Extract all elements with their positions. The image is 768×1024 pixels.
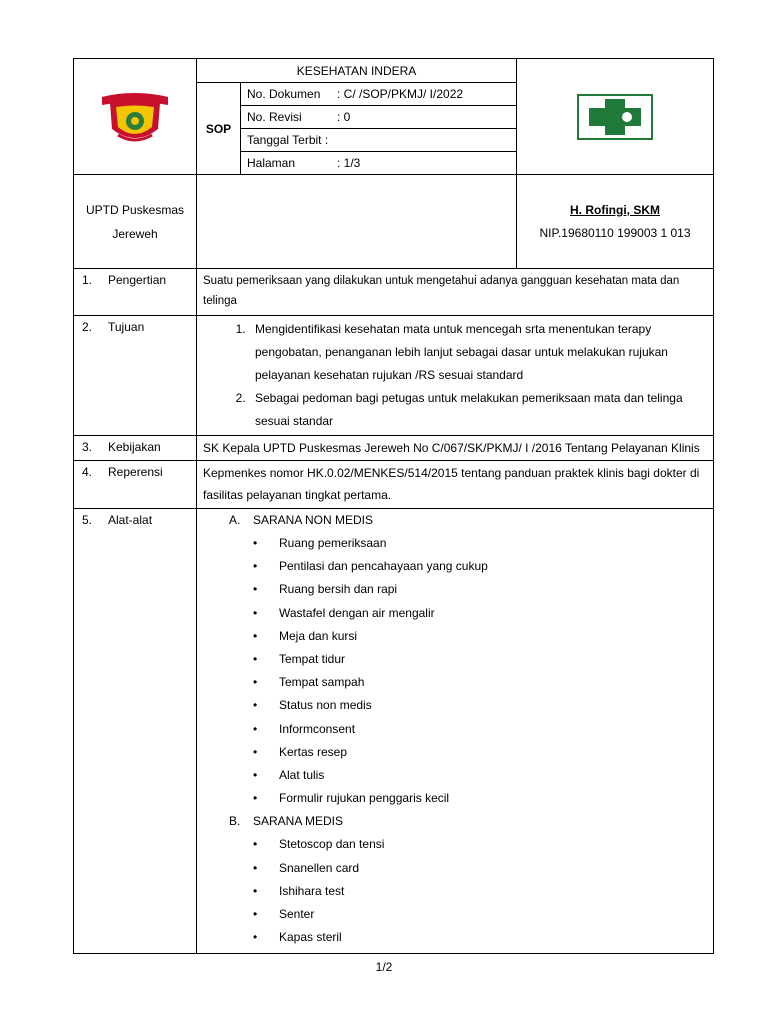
- equipment-item: [203, 671, 707, 694]
- equipment-item: [203, 787, 707, 810]
- bullet-icon: •: [253, 930, 258, 945]
- equipment-item: [203, 857, 707, 880]
- equipment-item-label: Ishihara test: [279, 883, 345, 898]
- pengertian-text: Suatu pemeriksaan yang dilakukan untuk mengetahui adanya gangguan kesehatan mata dan telinga: [197, 269, 714, 316]
- sop-label: SOP: [197, 83, 241, 175]
- equipment-item-label: Tempat sampah: [279, 675, 365, 690]
- header-table: [73, 58, 714, 269]
- equipment-item: [203, 926, 707, 949]
- bullet-icon: •: [253, 744, 258, 759]
- equipment-item-label: Ruang bersih dan rapi: [279, 582, 398, 597]
- equipment-item-label: Alat tulis: [279, 768, 325, 783]
- equipment-item-label: Pentilasi dan pencahayaan yang cukup: [279, 559, 488, 574]
- equipment-item-label: Tempat tidur: [279, 652, 346, 667]
- group-heading-medis: B. SARANA MEDIS: [229, 814, 344, 829]
- tujuan-list: [203, 318, 707, 433]
- equipment-item: [203, 833, 707, 856]
- equipment-item-label: Snanellen card: [279, 860, 360, 875]
- equipment-item: [203, 555, 707, 578]
- signer-cell: [517, 175, 714, 269]
- section-label-reperensi: 4. Reperensi: [74, 461, 197, 509]
- signer-name: H. Rofingi, SKM: [570, 202, 661, 217]
- equipment-item: [203, 741, 707, 764]
- field-no-revisi: No. Revisi : 0: [241, 106, 517, 129]
- sop-title: KESEHATAN INDERA: [197, 59, 517, 83]
- equipment-item-label: Status non medis: [279, 698, 372, 713]
- bullet-icon: •: [253, 721, 258, 736]
- bullet-icon: •: [253, 536, 258, 550]
- section-label-tujuan: 2. Tujuan: [74, 316, 197, 436]
- field-no-dokumen: No. Dokumen : C/ /SOP/PKMJ/ I/2022: [241, 83, 517, 106]
- equipment-item: [203, 718, 707, 741]
- equipment-item: [203, 648, 707, 671]
- bullet-icon: •: [253, 907, 258, 922]
- bullet-icon: •: [253, 860, 258, 875]
- bullet-icon: •: [253, 652, 258, 667]
- equipment-item: [203, 602, 707, 625]
- equipment-item: [203, 764, 707, 787]
- right-logo-cell: [517, 59, 714, 175]
- org-name-line2: Jereweh: [112, 226, 158, 241]
- equipment-item: [203, 532, 707, 555]
- reperensi-text: Kepmenkes nomor HK.0.02/MENKES/514/2015 tentang panduan praktek klinis bagi dokter di fasilitas pelayanan tingkat pertama.: [197, 461, 714, 509]
- org-name-line1: UPTD Puskesmas: [85, 202, 185, 217]
- sumbawa-barat-logo: [98, 89, 172, 145]
- equipment-item-label: Senter: [279, 907, 315, 922]
- equipment-item: [203, 880, 707, 903]
- equipment-item-label: Informconsent: [279, 721, 356, 736]
- kebijakan-text: SK Kepala UPTD Puskesmas Jereweh No C/067/SK/PKMJ/ I /2016 Tentang Pelayanan Klinis: [197, 436, 714, 461]
- equipment-item: [203, 578, 707, 601]
- tujuan-item: 2. Sebagai pedoman bagi petugas untuk melakukan pemeriksaan mata dan telinga sesuai standar: [249, 387, 707, 433]
- medis-list: [203, 833, 707, 949]
- left-logo-cell: [74, 59, 197, 175]
- equipment-item: [203, 694, 707, 717]
- bullet-icon: •: [253, 628, 258, 643]
- equipment-item-label: Ruang pemeriksaan: [279, 536, 387, 550]
- equipment-item-label: Formulir rujukan penggaris kecil: [279, 791, 450, 806]
- equipment-item-label: Kertas resep: [279, 744, 348, 759]
- equipment-item-label: Kapas steril: [279, 930, 342, 945]
- bullet-icon: •: [253, 559, 258, 574]
- bullet-icon: •: [253, 698, 258, 713]
- equipment-item: [203, 903, 707, 926]
- bullet-icon: •: [253, 837, 258, 852]
- group-heading-non-medis: A. SARANA NON MEDIS: [229, 513, 374, 527]
- bullet-icon: •: [253, 768, 258, 783]
- section-label-alat: 5. Alat-alat: [74, 509, 197, 954]
- bullet-icon: •: [253, 883, 258, 898]
- field-halaman: Halaman : 1/3: [241, 152, 517, 175]
- bullet-icon: •: [253, 791, 258, 806]
- signer-nip: NIP.19680110 199003 1 013: [539, 225, 691, 240]
- equipment-item-label: Stetoscop dan tensi: [279, 837, 385, 852]
- field-tanggal-terbit: Tanggal Terbit :: [241, 129, 517, 152]
- non-medis-list: [203, 532, 707, 810]
- sop-document: [73, 58, 713, 954]
- tujuan-body: [197, 316, 714, 436]
- bullet-icon: •: [253, 605, 258, 620]
- bullet-icon: •: [253, 675, 258, 690]
- bullet-icon: •: [253, 582, 258, 597]
- equipment-item: [203, 625, 707, 648]
- approval-blank-cell: [197, 175, 517, 269]
- organization-cell: [74, 175, 197, 269]
- section-label-kebijakan: 3. Kebijakan: [74, 436, 197, 461]
- alat-body: [197, 509, 714, 954]
- tujuan-item: 1. Mengidentifikasi kesehatan mata untuk mencegah srta menentukan terapy pengobatan, penanganan lebih lanjut sebagai dasar untuk melakukan rujukan pelayanan kesehatan rujukan /RS sesuai standard: [249, 318, 707, 387]
- puskesmas-cross-logo: [577, 94, 653, 140]
- page-number: 1/2: [375, 960, 393, 974]
- equipment-item-label: Wastafel dengan air mengalir: [279, 605, 435, 620]
- section-label-pengertian: 1. Pengertian: [74, 269, 197, 316]
- equipment-item-label: Meja dan kursi: [279, 628, 358, 643]
- content-table: [73, 268, 714, 954]
